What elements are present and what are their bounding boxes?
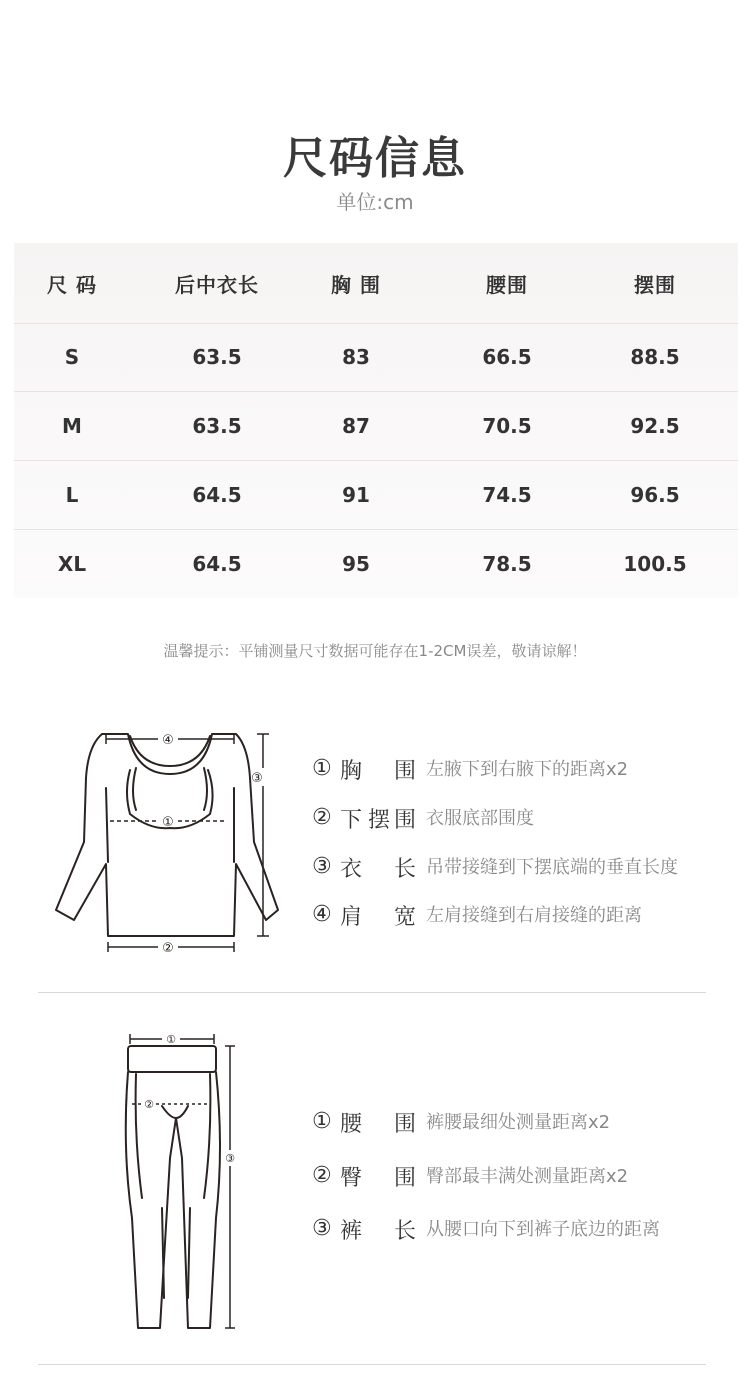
- section-divider: [38, 992, 706, 993]
- table-cell: 78.5: [482, 551, 532, 576]
- measure-item: ③ 衣 长 吊带接缝到下摆底端的垂直长度: [312, 853, 678, 882]
- table-cell: 91: [342, 483, 370, 507]
- table-cell: 74.5: [482, 483, 532, 507]
- measure-number: ④: [312, 901, 332, 927]
- table-row: [14, 392, 738, 461]
- table-cell: 95: [342, 551, 370, 576]
- table-cell: 92.5: [630, 414, 680, 438]
- table-cell: XL: [57, 551, 87, 576]
- unit-label: 单位:cm: [336, 190, 414, 214]
- table-cell: 63.5: [192, 414, 242, 438]
- table-row: [14, 530, 738, 597]
- table-cell: 87: [342, 414, 370, 438]
- measure-item: ④ 肩 宽 左肩接缝到右肩接缝的距离: [312, 901, 642, 930]
- table-cell: 88.5: [630, 345, 680, 369]
- measurement-tip: 温馨提示：平铺测量尺寸数据可能存在1-2CM误差，敬请谅解！: [163, 642, 587, 660]
- table-header-row: [14, 243, 738, 324]
- size-table: [14, 243, 738, 598]
- measure-description: 吊带接缝到下摆底端的垂直长度: [426, 857, 678, 878]
- table-row: [14, 461, 738, 530]
- measure-description: 臀部最丰满处测量距离x2: [426, 1166, 629, 1187]
- measure-item: ② 臀 围 臀部最丰满处测量距离x2: [312, 1162, 629, 1191]
- table-cell: 83: [342, 345, 370, 369]
- top-garment-diagram-icon: [50, 722, 290, 958]
- diagram-mark: ①: [162, 815, 174, 830]
- measure-description: 衣服底部围度: [426, 808, 534, 829]
- table-cell: 63.5: [192, 345, 242, 369]
- measure-number: ③: [312, 1215, 332, 1241]
- diagram-mark: ③: [251, 771, 263, 786]
- table-cell: 100.5: [623, 551, 687, 576]
- measure-description: 左腋下到右腋下的距离x2: [426, 759, 629, 780]
- measure-number: ①: [312, 755, 332, 781]
- page-title: 尺码信息: [283, 133, 467, 184]
- table-cell: L: [65, 483, 79, 507]
- pants-diagram-icon: [118, 1028, 248, 1333]
- measure-item: ① 胸 围 左腋下到右腋下的距离x2: [312, 755, 629, 784]
- measure-item: ③ 裤 长 从腰口向下到裤子底边的距离: [312, 1215, 660, 1244]
- section-divider: [38, 1364, 706, 1365]
- diagram-mark: ②: [162, 941, 174, 956]
- diagram-mark: ①: [166, 1033, 176, 1046]
- measure-description: 左肩接缝到右肩接缝的距离: [426, 905, 642, 926]
- table-cell: S: [64, 345, 80, 369]
- diagram-mark: ④: [162, 733, 174, 748]
- column-header: 胸 围: [331, 272, 381, 297]
- table-cell: 64.5: [192, 551, 242, 576]
- measure-number: ②: [312, 1162, 332, 1188]
- table-cell: 66.5: [482, 345, 532, 369]
- measure-description: 从腰口向下到裤子底边的距离: [426, 1219, 660, 1240]
- table-cell: 70.5: [482, 414, 532, 438]
- measure-number: ①: [312, 1108, 332, 1134]
- diagram-mark: ③: [225, 1152, 235, 1165]
- column-header: 摆围: [634, 272, 676, 297]
- table-row: [14, 323, 738, 392]
- measure-description: 裤腰最细处测量距离x2: [426, 1112, 611, 1133]
- table-cell: M: [62, 414, 82, 438]
- column-header: 后中衣长: [175, 272, 259, 297]
- table-cell: 64.5: [192, 483, 242, 507]
- table-cell: 96.5: [630, 483, 680, 507]
- measure-item: ① 腰 围 裤腰最细处测量距离x2: [312, 1108, 611, 1137]
- diagram-mark: ②: [144, 1098, 154, 1111]
- measure-item: ② 下 摆 围 衣服底部围度: [312, 804, 534, 833]
- column-header: 腰围: [486, 272, 528, 297]
- column-header: 尺 码: [47, 272, 97, 297]
- measure-number: ②: [312, 804, 332, 830]
- measure-number: ③: [312, 853, 332, 879]
